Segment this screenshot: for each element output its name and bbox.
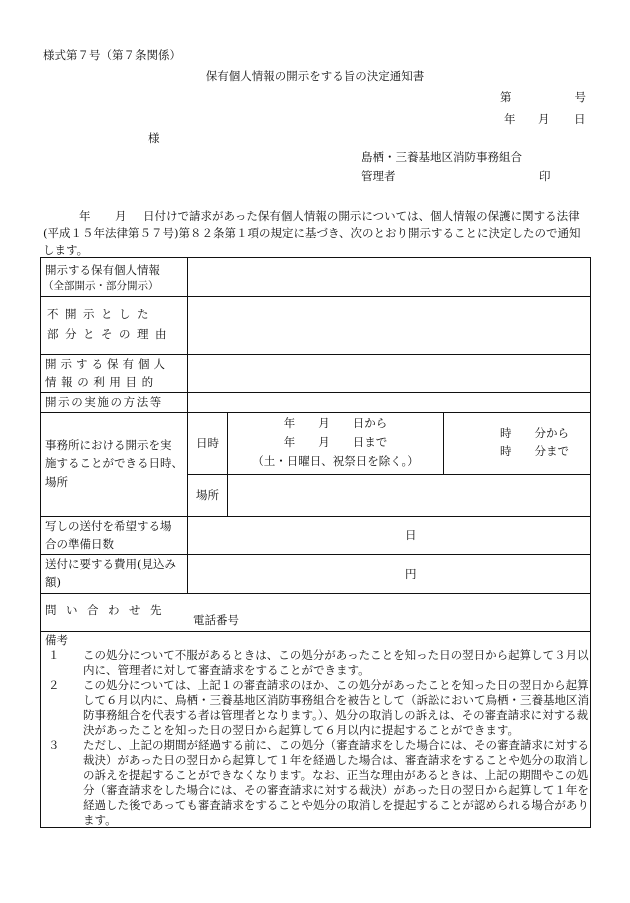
row5-label-line1: 事務所における開示を実 bbox=[45, 438, 172, 452]
row3-label-line1: 開示する保有個人 bbox=[45, 357, 169, 371]
table-row-divider bbox=[40, 296, 591, 297]
document-title: 保有個人情報の開示をする旨の決定通知書 bbox=[205, 69, 425, 83]
place-label: 場所 bbox=[196, 488, 219, 502]
table-row-divider bbox=[40, 516, 591, 517]
intro-month: 月 bbox=[115, 209, 127, 223]
remark-number: ３ bbox=[48, 738, 60, 752]
remark-number: １ bbox=[48, 648, 60, 662]
number-suffix: 号 bbox=[574, 90, 586, 104]
date-note: （土・日曜日、祝祭日を除く。） bbox=[252, 454, 419, 468]
remark-number: ２ bbox=[48, 678, 60, 692]
row7-label-line2: 額) bbox=[45, 575, 61, 589]
table-row-divider bbox=[40, 392, 591, 393]
table-row-divider bbox=[40, 593, 591, 594]
intro-text: 日付けで請求があった保有個人情報の開示については、個人情報の保護に関する法律(平成１５年法律第５７号)第８２条第１項の規定に基づき、次のとおり開示することに決定したので通知します。 bbox=[43, 209, 581, 257]
row2-label-line2: 部分とその理由 bbox=[47, 327, 173, 341]
time-column-divider bbox=[443, 412, 444, 474]
manager-label: 管理者 bbox=[361, 169, 396, 183]
addressee-suffix: 様 bbox=[148, 131, 160, 145]
row1-label-line2: （全部開示・部分開示） bbox=[43, 280, 159, 292]
table-column-divider bbox=[187, 257, 188, 593]
row4-label: 開示の実施の方法等 bbox=[45, 395, 163, 409]
table-subrow-divider bbox=[187, 474, 591, 475]
row1-label-line1: 開示する保有個人情報 bbox=[45, 263, 160, 277]
number-prefix: 第 bbox=[500, 90, 512, 104]
remark-text: この処分については、上記１の審査請求のほか、この処分があったことを知った日の翌日から起算して６月以内に、鳥栖・三養基地区消防事務組合を被告として（訴訟において鳥栖・三養基地区消防事務組合を代表する者は管理者となります。）、処分の取消しの訴えは、その審査請求に対する裁決があったことを知った日の翌日から起算して６月以内に提起することができます。 bbox=[83, 678, 589, 737]
phone-label: 電話番号 bbox=[193, 613, 239, 627]
table-row-divider bbox=[40, 354, 591, 355]
date-year: 年 bbox=[504, 112, 516, 126]
intro-year: 年 bbox=[79, 209, 91, 223]
table-row-divider bbox=[40, 554, 591, 555]
organization-name: 島栖・三養基地区消防事務組合 bbox=[361, 150, 522, 164]
remark-item bbox=[45, 678, 591, 738]
place-label-divider bbox=[227, 474, 228, 516]
remark-item bbox=[45, 738, 591, 828]
remarks-heading: 備考 bbox=[45, 633, 68, 647]
row2-label-line1: 不開示とした bbox=[47, 307, 155, 321]
row7-label-line1: 送付に要する費用(見込み bbox=[45, 557, 176, 571]
row6-label-line2: 合の準備日数 bbox=[45, 537, 114, 551]
table-row-divider bbox=[40, 412, 591, 413]
datetime-label: 日時 bbox=[196, 436, 219, 450]
date-from: 年 月 日から bbox=[283, 416, 388, 430]
row5-label-line3: 場所 bbox=[45, 475, 68, 489]
row6-unit-days: 日 bbox=[405, 528, 417, 542]
seal-mark: 印 bbox=[539, 169, 551, 183]
intro-paragraph bbox=[43, 208, 591, 259]
date-to: 年 月 日まで bbox=[283, 435, 388, 449]
row3-label-line2: 情報の利用目的 bbox=[45, 375, 158, 389]
document-number-line bbox=[500, 89, 586, 105]
remark-item bbox=[45, 648, 591, 678]
form-number-label: 様式第７号（第７条関係） bbox=[43, 48, 181, 62]
date-day: 日 bbox=[574, 112, 586, 126]
remarks-section bbox=[45, 633, 591, 828]
remark-text: この処分について不服があるときは、この処分があったことを知った日の翌日から起算して３月以内に、管理者に対して審査請求をすることができます。 bbox=[83, 648, 589, 677]
row5-label-line2: 施することができる日時、 bbox=[45, 456, 183, 470]
remark-text: ただし、上記の期間が経過する前に、この処分（審査請求をした場合には、その審査請求に対する裁決）があった日の翌日から起算して１年を経過した場合は、審査請求をすることや処分の取消しの訴えを提起することができなくなります。なお、正当な理由があるときは、上記の期間やこの処分（審査請求をした場合には、その審査請求に対する裁決）があった日の翌日から起算して１年を経過した後であっても審査請求をすることや処分の取消しを提起することが認められる場合があります。 bbox=[83, 738, 589, 827]
time-from: 時 分から bbox=[500, 426, 569, 440]
row6-label-line1: 写しの送付を希望する場 bbox=[45, 519, 172, 533]
time-to: 時 分まで bbox=[500, 444, 569, 458]
date-month: 月 bbox=[538, 112, 550, 126]
row8-label: 問い合わせ先 bbox=[45, 603, 171, 617]
row7-unit-yen: 円 bbox=[405, 567, 417, 581]
